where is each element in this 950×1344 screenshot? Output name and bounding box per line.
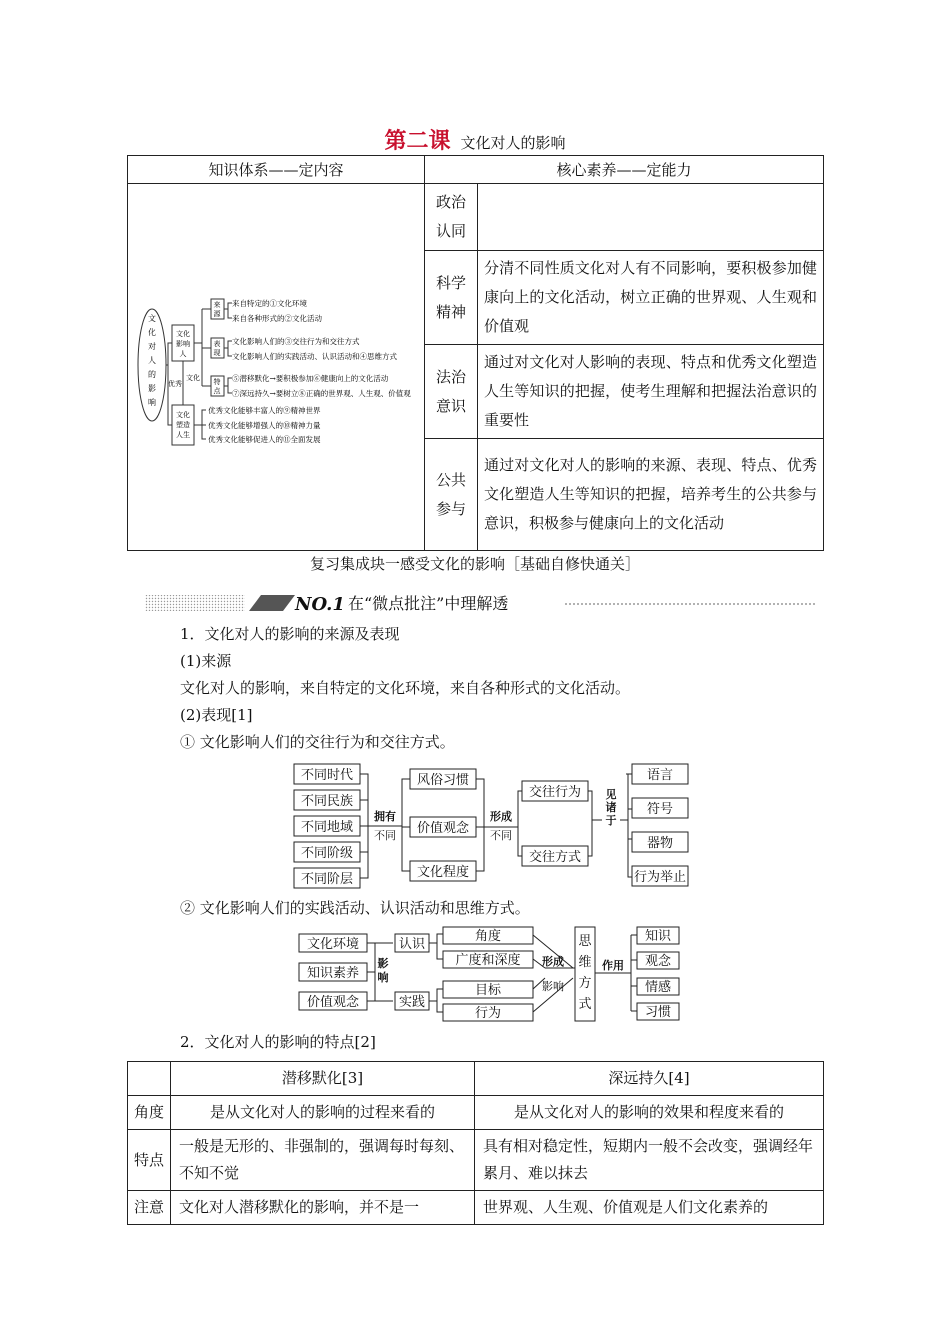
d2-sub-2: 目标 bbox=[474, 983, 502, 998]
mindmap-leaf-7: 优秀文化能够丰富人的⑨精神世界 bbox=[208, 406, 321, 415]
d1-mid-2: 文化程度 bbox=[416, 865, 470, 880]
d2-sub-1: 广度和深度 bbox=[455, 953, 521, 968]
d2-left-0: 文化环境 bbox=[306, 937, 360, 952]
mindmap bbox=[128, 210, 424, 520]
row-text-science: 分清不同性质文化对人有不同影响，要积极参加健康向上的文化活动，树立正确的世界观、人生观和价值观 bbox=[478, 251, 824, 345]
banner bbox=[145, 591, 815, 615]
row-label-science: 科学 精神 bbox=[425, 251, 478, 345]
t2-head-0 bbox=[128, 1062, 171, 1096]
para-heading-2: 2．文化对人的影响的特点[2] bbox=[180, 1033, 376, 1051]
d1-mid-0: 风俗习惯 bbox=[416, 773, 470, 788]
d2-far-3: 习惯 bbox=[644, 1005, 672, 1020]
para-source-text: 文化对人的影响，来自特定的文化环境，来自各种形式的文化活动。 bbox=[180, 679, 631, 697]
d2-far-1: 观念 bbox=[644, 954, 672, 969]
row-label-law: 法治 意识 bbox=[425, 345, 478, 439]
mindmap-node-2: 文化塑造人生 bbox=[176, 411, 190, 439]
mindmap-leaf-3: 文化影响人们的③交往行为和交往方式 bbox=[232, 337, 360, 346]
diagram-communication bbox=[290, 760, 700, 892]
d1-far-2: 器物 bbox=[646, 836, 674, 851]
d1-far-0: 语言 bbox=[646, 768, 674, 783]
d2-sub-0: 角度 bbox=[474, 929, 502, 944]
mindmap-mid-label: 优秀文化 bbox=[168, 374, 200, 388]
row-label-politics: 政治 认同 bbox=[425, 184, 478, 251]
mindmap-leaf-9: 优秀文化能够促进人的⑪全面发展 bbox=[208, 435, 321, 444]
d2-act: 作用 bbox=[602, 959, 624, 972]
para-source-heading: (1)来源 bbox=[180, 652, 232, 670]
d1-left-1: 不同民族 bbox=[300, 794, 354, 809]
d1-join2-a: 形成 bbox=[490, 810, 512, 823]
mindmap-leaf-2: 来自各种形式的②文化活动 bbox=[232, 314, 322, 323]
table-row: 特点 一般是无形的、非强制的，强调每时每刻、不知不觉 具有相对稳定性，短期内一般不会改变，强调经年累月、难以抹去 bbox=[128, 1130, 824, 1191]
d2-form: 形成 bbox=[542, 955, 564, 968]
d1-mid-1: 价值观念 bbox=[416, 821, 470, 836]
lesson-title bbox=[0, 124, 950, 155]
t2-head-1: 潜移默化[3] bbox=[171, 1062, 475, 1096]
mindmap-leaf-1: 来自特定的①文化环境 bbox=[232, 299, 307, 308]
d2-left-1: 知识素养 bbox=[306, 966, 360, 981]
d1-left-4: 不同阶层 bbox=[300, 872, 354, 887]
d1-join1-a: 拥有 bbox=[374, 810, 396, 823]
d1-join2-b: 不同 bbox=[490, 829, 512, 842]
banner-text: 在“微点批注”中理解透 bbox=[348, 594, 509, 613]
d2-mid-1: 实践 bbox=[398, 995, 426, 1010]
d2-far-0: 知识 bbox=[644, 929, 672, 944]
d2-influence: 影响 bbox=[377, 957, 389, 984]
table1-head-left: 知识体系——定内容 bbox=[128, 156, 425, 184]
features-table bbox=[127, 1061, 824, 1225]
mindmap-cell bbox=[128, 184, 425, 551]
para-expression-heading: (2)表现[1] bbox=[180, 706, 253, 724]
para-expression-1: ① 文化影响人们的交往行为和交往方式。 bbox=[180, 733, 455, 751]
banner-badge: NO.1 bbox=[295, 594, 345, 615]
d1-left-0: 不同时代 bbox=[300, 768, 354, 783]
t2-head-2: 深远持久[4] bbox=[475, 1062, 824, 1096]
d2-far-2: 情感 bbox=[644, 980, 672, 995]
row-text-participation: 通过对文化对人的影响的来源、表现、特点、优秀文化塑造人生等知识的把握，培养考生的公共参与意识，积极参与健康向上的文化活动 bbox=[478, 439, 824, 551]
mindmap-leaf-5: ⑤潜移默化→要积极参加⑥健康向上的文化活动 bbox=[232, 374, 389, 383]
lesson-name: 文化对人的影响 bbox=[460, 134, 566, 152]
mindmap-leaf-8: 优秀文化能够增强人的⑩精神力量 bbox=[208, 421, 321, 430]
d2-left-2: 价值观念 bbox=[306, 995, 360, 1010]
knowledge-table bbox=[127, 155, 824, 551]
d2-mid-0: 认识 bbox=[398, 937, 426, 952]
d2-sub-3: 行为 bbox=[474, 1006, 502, 1021]
mindmap-leaf-6: ⑦深远持久→要树立⑧正确的世界观、人生观、价值观 bbox=[232, 389, 411, 398]
d1-right-0: 交往行为 bbox=[528, 785, 582, 800]
table-row: 角度 是从文化对人的影响的过程来看的 是从文化对人的影响的效果和程度来看的 bbox=[128, 1096, 824, 1130]
mindmap-leaf-4: 文化影响人们的实践活动、认识活动和④思维方式 bbox=[232, 352, 397, 361]
d1-join1-b: 不同 bbox=[374, 829, 396, 842]
d2-thinking: 思维方式 bbox=[578, 934, 592, 1012]
row-text-politics bbox=[478, 184, 824, 251]
para-expression-2: ② 文化影响人们的实践活动、认识活动和思维方式。 bbox=[180, 899, 530, 917]
para-heading-1: 1．文化对人的影响的来源及表现 bbox=[180, 625, 400, 643]
section-title: 复习集成块一感受文化的影响［基础自修快通关］ bbox=[309, 555, 640, 573]
d2-influence2: 影响 bbox=[542, 980, 564, 993]
mindmap-src: 来源 bbox=[213, 301, 221, 318]
d1-far-3: 行为举止 bbox=[633, 870, 687, 885]
mindmap-expr: 表现 bbox=[213, 340, 221, 357]
table-row: 注意 文化对人潜移默化的影响，并不是一 世界观、人生观、价值观是人们文化素养的 bbox=[128, 1191, 824, 1225]
lesson-number: 第二课 bbox=[384, 129, 451, 154]
d1-left-2: 不同地域 bbox=[300, 820, 354, 835]
mindmap-feat: 特点 bbox=[213, 378, 221, 395]
d1-far-1: 符号 bbox=[646, 802, 674, 817]
diagram-thinking bbox=[295, 923, 695, 1027]
table1-head-right: 核心素养——定能力 bbox=[425, 156, 824, 184]
d1-left-3: 不同阶级 bbox=[300, 846, 354, 861]
row-label-participation: 公共 参与 bbox=[425, 439, 478, 551]
d1-join3: 见诸于 bbox=[605, 788, 617, 827]
mindmap-node-1: 文化影响人 bbox=[176, 330, 190, 358]
d1-right-1: 交往方式 bbox=[528, 850, 582, 865]
mindmap-root: 文化对人的影响 bbox=[148, 314, 156, 407]
row-text-law: 通过对文化对人影响的表现、特点和优秀文化塑造人生等知识的把握，使考生理解和把握法治意识的重要性 bbox=[478, 345, 824, 439]
